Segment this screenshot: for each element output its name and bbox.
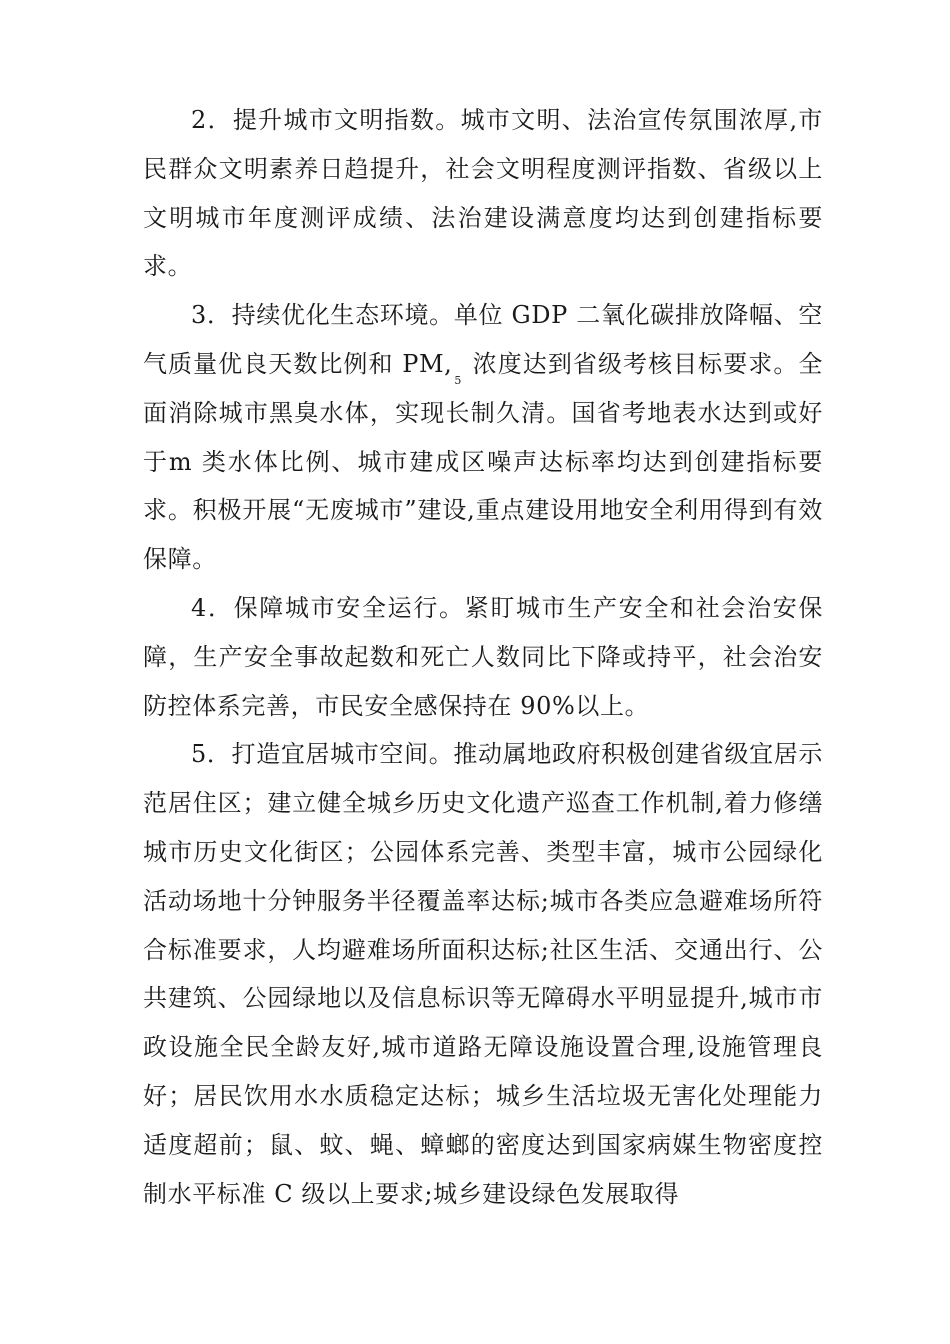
paragraph-ecological-text-after: 浓度达到省级考核目标要求。全面消除城市黑臭水体，实现长制久清。国省考地表水达到或好于m 类水体比例、城市建成区噪声达标率均达到创建指标要求。积极开展“无废城市”建设,重点建设用地安全利用得到有效保障。 [143,349,823,574]
pm-subscript: 5 [454,373,462,387]
paragraph-ecological-environment [143,291,823,584]
body-text [143,96,823,1218]
paragraph-civilization-index: 2．提升城市文明指数。城市文明、法治宣传氛围浓厚,市民群众文明素养日趋提升，社会文明程度测评指数、省级以上文明城市年度测评成绩、法治建设满意度均达到创建指标要求。 [143,106,823,281]
paragraph-city-safety: 4．保障城市安全运行。紧盯城市生产安全和社会治安保障，生产安全事故起数和死亡人数同比下降或持平，社会治安防控体系完善，市民安全感保持在 90%以上。 [143,593,823,720]
paragraph-ecological-text-before: 3．持续优化生态环境。单位 GDP 二氧化碳排放降幅、空气质量优良天数比例和 PM, [143,301,823,378]
paragraph-livable-space: 5．打造宜居城市空间。推动属地政府积极创建省级宜居示范居住区；建立健全城乡历史文化遗产巡查工作机制,着力修缮城市历史文化街区；公园体系完善、类型丰富，城市公园绿化活动场地十分钟服务半径覆盖率达标;城市各类应急避难场所符合标准要求，人均避难场所面积达标;社区生活、交通出行、公共建筑、公园绿地以及信息标识等无障碍水平明显提升,城市市政设施全民全龄友好,城市道路无障设施设置合理,设施管理良好；居民饮用水水质稳定达标；城乡生活垃圾无害化处理能力适度超前；鼠、蚊、蝇、蟑螂的密度达到国家病媒生物密度控制水平标准 C 级以上要求;城乡建设绿色发展取得 [143,740,823,1208]
